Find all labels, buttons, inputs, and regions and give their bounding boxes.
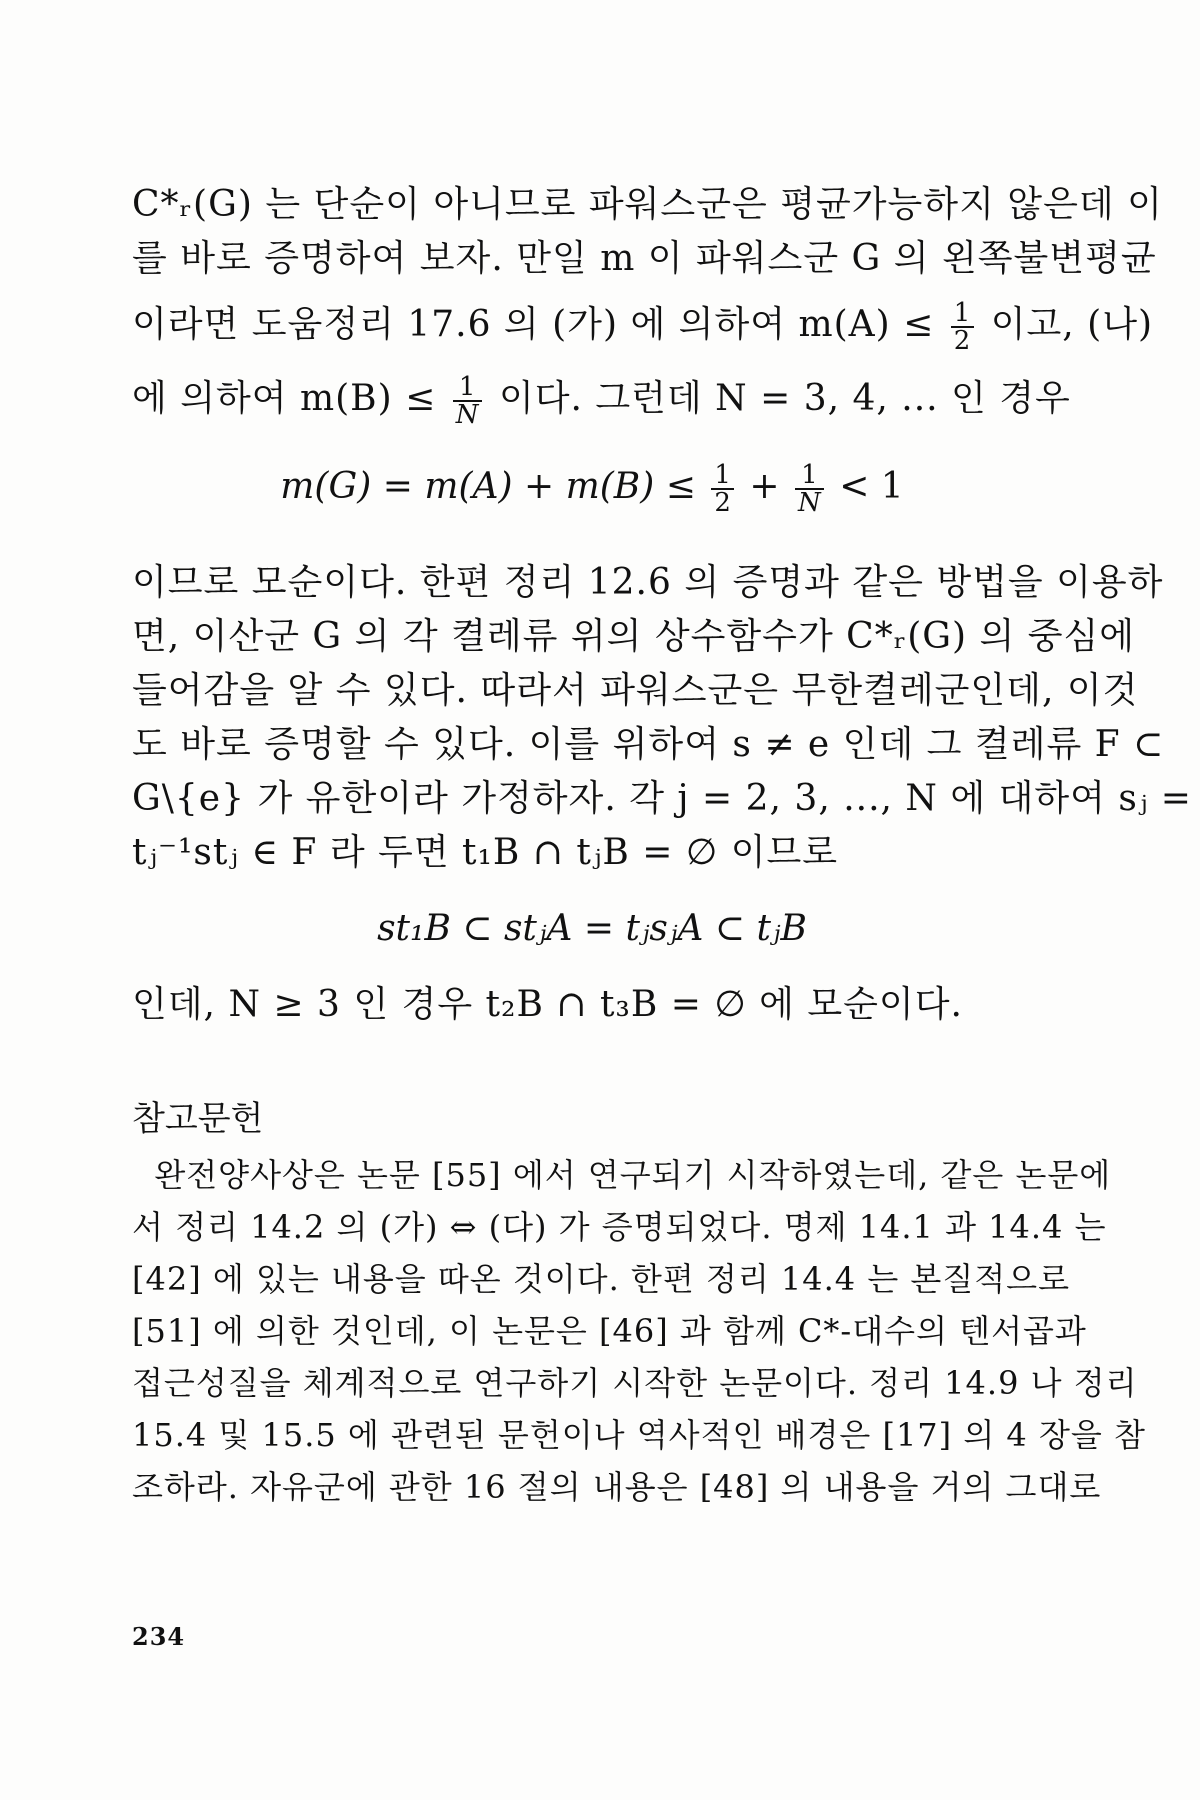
fraction-denominator: N bbox=[455, 400, 480, 430]
proof-line-1: C*ᵣ(G) 는 단순이 아니므로 파워스군은 평균가능하지 않은데 이 bbox=[132, 184, 1163, 225]
fraction-one-over-n bbox=[453, 374, 483, 428]
fraction-denominator: N bbox=[797, 488, 821, 518]
references-line: [51] 에 의한 것인데, 이 논문은 [46] 과 함께 C*-대수의 텐서곱과 bbox=[132, 1312, 1087, 1350]
fraction-denominator: 2 bbox=[714, 488, 731, 518]
proof-line-11: 인데, N ≥ 3 인 경우 t₂B ∩ t₃B = ∅ 에 모순이다. bbox=[132, 984, 963, 1025]
fraction-numerator: 1 bbox=[795, 462, 824, 490]
references-line: 서 정리 14.2 의 (가) ⇔ (다) 가 증명되었다. 명제 14.1 과 14.4 는 bbox=[132, 1208, 1107, 1246]
proof-text bbox=[132, 178, 1192, 1032]
proof-line-4 bbox=[132, 372, 1071, 430]
fraction-numerator: 1 bbox=[951, 300, 975, 328]
proof-line-3 bbox=[132, 298, 1154, 356]
proof-line-4-text-b: 이다. 그런데 N = 3, 4, ... 인 경우 bbox=[498, 378, 1071, 419]
display-equation-1-lhs: m(G) = m(A) + m(B) ≤ bbox=[280, 466, 696, 507]
display-equation-2: st₁B ⊂ stⱼA = tⱼsⱼA ⊂ tⱼB bbox=[377, 908, 807, 949]
proof-line-6: 면, 이산군 G 의 각 켤레류 위의 상수함수가 C*ᵣ(G) 의 중심에 bbox=[132, 616, 1136, 657]
proof-line-5: 이므로 모순이다. 한편 정리 12.6 의 증명과 같은 방법을 이용하 bbox=[132, 562, 1164, 603]
proof-line-4-text-a: 에 의하여 m(B) ≤ bbox=[132, 378, 437, 419]
fraction-numerator: 1 bbox=[711, 462, 734, 490]
proof-line-3-text-b: 이고, (나) bbox=[990, 304, 1154, 345]
plus-sign: + bbox=[749, 466, 780, 507]
proof-line-2: 를 바로 증명하여 보자. 만일 m 이 파워스군 G 의 왼쪽불변평균 bbox=[132, 238, 1157, 279]
fraction-one-over-n bbox=[795, 462, 824, 516]
page-number: 234 bbox=[132, 1622, 186, 1651]
references-line: [42] 에 있는 내용을 따온 것이다. 한편 정리 14.4 는 본질적으로 bbox=[132, 1260, 1070, 1298]
references-title: 참고문헌 bbox=[132, 1099, 264, 1139]
references-line: 접근성질을 체계적으로 연구하기 시작한 논문이다. 정리 14.9 나 정리 bbox=[132, 1364, 1138, 1402]
references-section bbox=[132, 1093, 1146, 1513]
proof-line-8: 도 바로 증명할 수 있다. 이를 위하여 s ≠ e 인데 그 켤레류 F ⊂ bbox=[132, 724, 1165, 765]
references-line: 완전양사상은 논문 [55] 에서 연구되기 시작하였는데, 같은 논문에 bbox=[132, 1156, 1112, 1194]
fraction-numerator: 1 bbox=[453, 374, 483, 402]
fraction-denominator: 2 bbox=[953, 326, 972, 356]
proof-line-7: 들어감을 알 수 있다. 따라서 파워스군은 무한켤레군인데, 이것 bbox=[132, 670, 1139, 711]
display-equation-1 bbox=[132, 460, 1052, 516]
fraction-one-half bbox=[711, 462, 734, 516]
display-equation-1-rhs: < 1 bbox=[839, 466, 904, 507]
references-line: 15.4 및 15.5 에 관련된 문헌이나 역사적인 배경은 [17] 의 4 장을 참 bbox=[132, 1416, 1146, 1454]
proof-line-10: tⱼ⁻¹stⱼ ∈ F 라 두면 t₁B ∩ tⱼB = ∅ 이므로 bbox=[132, 832, 839, 873]
fraction-one-half bbox=[951, 300, 975, 354]
references-line: 조하라. 자유군에 관한 16 절의 내용은 [48] 의 내용을 거의 그대로 bbox=[132, 1468, 1102, 1506]
proof-line-9: G\{e} 가 유한이라 가정하자. 각 j = 2, 3, ..., N 에 대하여 sⱼ = bbox=[132, 778, 1192, 819]
proof-line-3-text-a: 이라면 도움정리 17.6 의 (가) 에 의하여 m(A) ≤ bbox=[132, 304, 935, 345]
